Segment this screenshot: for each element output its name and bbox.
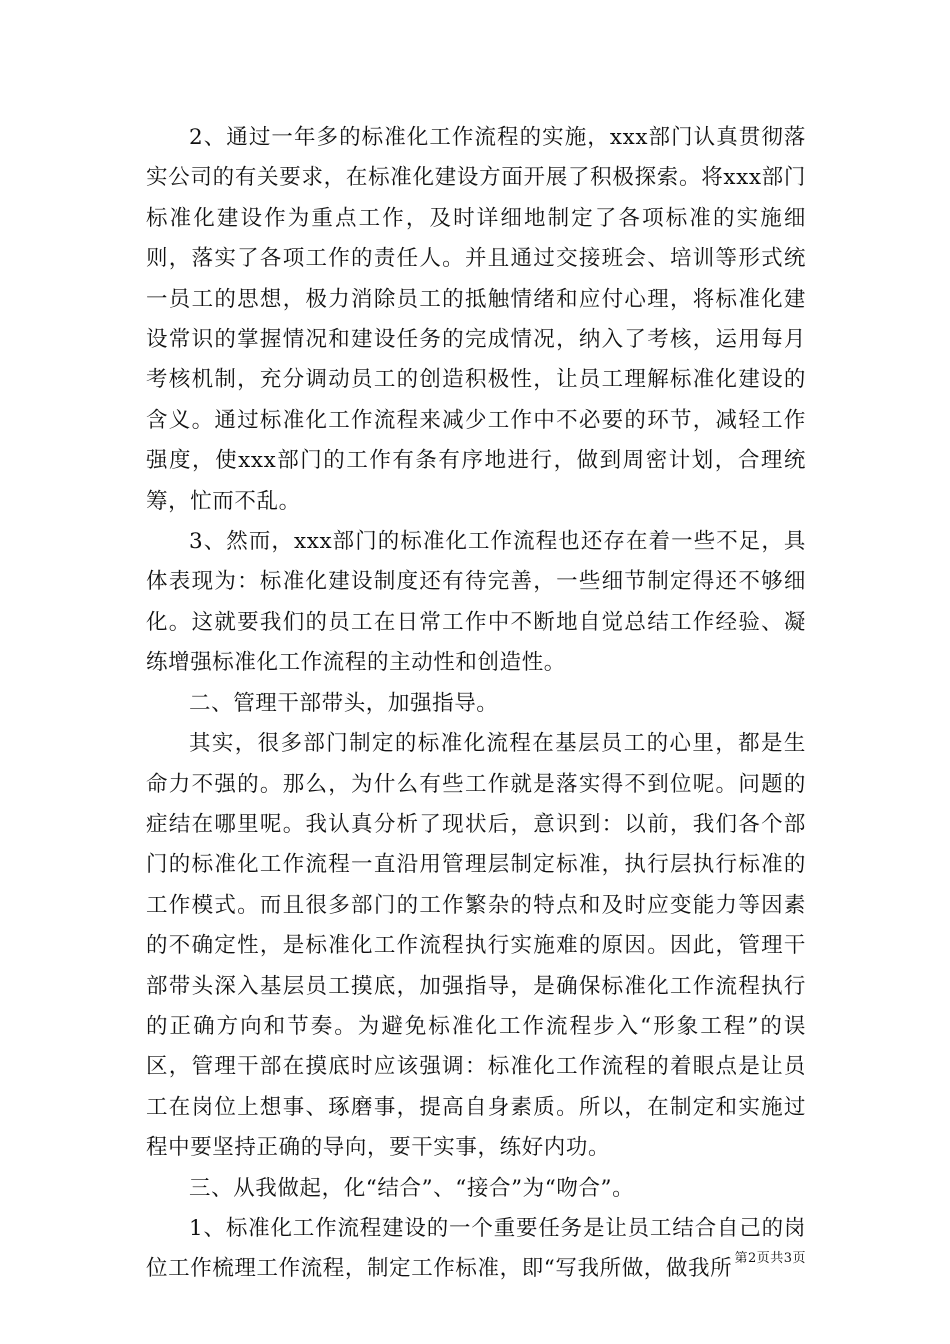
page-number-footer: 第2页共3页	[734, 1251, 806, 1266]
paragraph-standardization-progress: 2、通过一年多的标准化工作流程的实施，xxx部门认真贯彻落实公司的有关要求，在标准化建设方面开展了积极探索。将xxx部门标准化建设作为重点工作，及时详细地制定了各项标准的实施细则，落实了各项工作的责任人。并且通过交接班会、培训等形式统一员工的思想，极力消除员工的抵触情绪和应付心理，将标准化建设常识的掌握情况和建设任务的完成情况，纳入了考核，运用每月考核机制，充分调动员工的创造积极性，让员工理解标准化建设的含义。通过标准化工作流程来减少工作中不必要的环节，减轻工作强度，使xxx部门的工作有条有序地进行，做到周密计划，合理统筹，忙而不乱。	[146, 125, 806, 514]
section-heading-management-lead: 二、管理干部带头，加强指导。	[189, 690, 499, 716]
section-heading-start-from-me: 三、从我做起，化“结合”、“接合”为“吻合”。	[189, 1175, 635, 1201]
document-body	[146, 118, 806, 1290]
paragraph-shortcomings: 3、然而，xxx部门的标准化工作流程也还存在着一些不足，具体表现为：标准化建设制度还有待完善，一些细节制定得还不够细化。这就要我们的员工在日常工作中不断地自觉总结工作经验、凝练增强标准化工作流程的主动性和创造性。	[146, 529, 806, 676]
paragraph-management-guidance: 其实，很多部门制定的标准化流程在基层员工的心里，都是生命力不强的。那么，为什么有些工作就是落实得不到位呢。问题的症结在哪里呢。我认真分析了现状后，意识到：以前，我们各个部门的标准化工作流程一直沿用管理层制定标准，执行层执行标准的工作模式。而且很多部门的工作繁杂的特点和及时应变能力等因素的不确定性，是标准化工作流程执行实施难的原因。因此，管理干部带头深入基层员工摸底，加强指导，是确保标准化工作流程执行的正确方向和节奏。为避免标准化工作流程步入“形象工程”的误区，管理干部在摸底时应该强调：标准化工作流程的着眼点是让员工在岗位上想事、琢磨事，提高自身素质。所以，在制定和实施过程中要坚持正确的导向，要干实事，练好内功。	[146, 731, 806, 1161]
paragraph-process-task: 1、标准化工作流程建设的一个重要任务是让员工结合自己的岗位工作梳理工作流程，制定工作标准，即“写我所做，做我所	[146, 1215, 806, 1282]
